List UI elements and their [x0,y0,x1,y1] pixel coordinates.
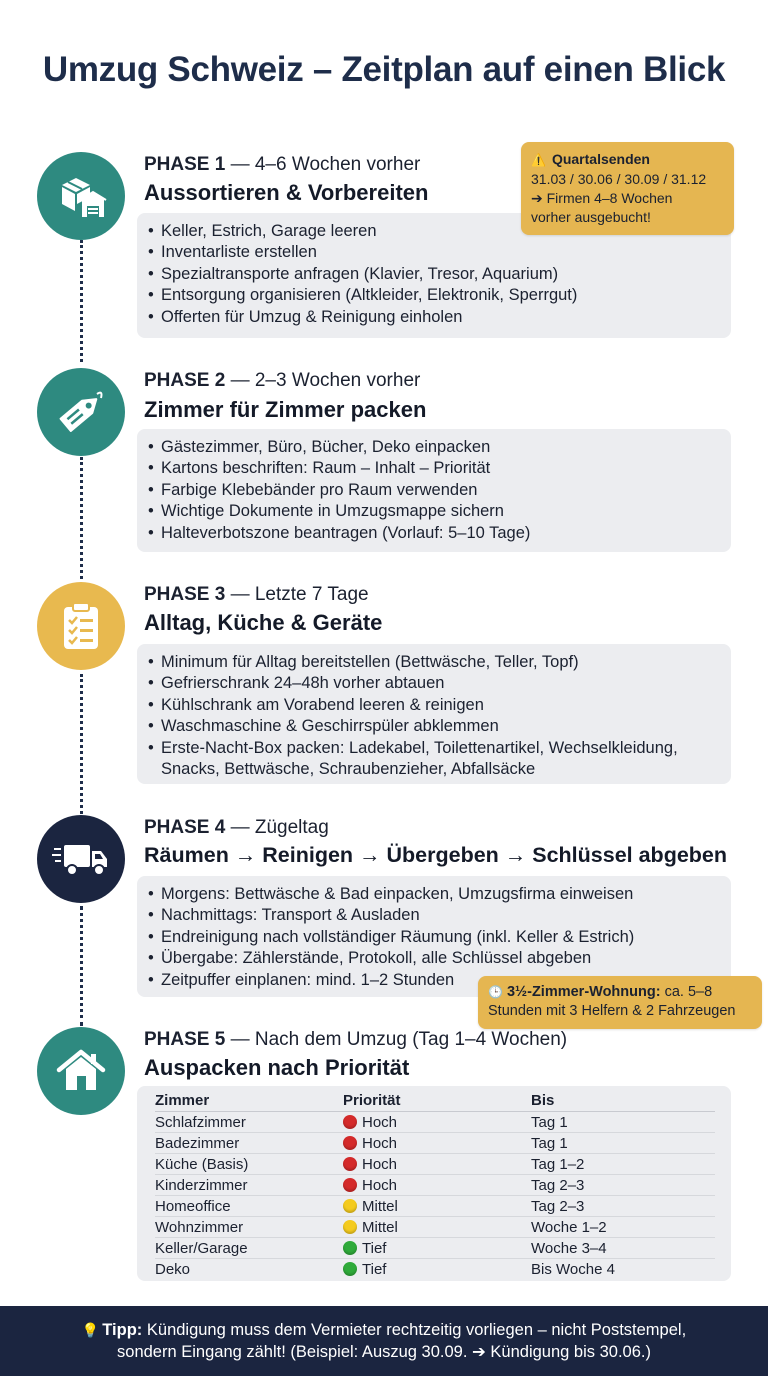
list-item: • Übergabe: Zählerstände, Protokoll, alle Schlüssel abgeben [161,948,719,969]
table-row [155,1133,715,1154]
table-row [155,1196,715,1217]
priority-label: Tief [362,1260,387,1278]
priority-high-dot-icon [343,1157,357,1171]
priority-label: Hoch [362,1155,398,1173]
phase-4-title: Räumen → Reinigen → Übergeben → Schlüssel abgeben [144,843,728,867]
priority-table [155,1092,715,1279]
room-cell: Deko [155,1260,191,1278]
until-cell: Tag 2–3 [531,1196,715,1217]
priority-label: Hoch [362,1113,398,1131]
room-cell: Wohnzimmer [155,1217,343,1238]
clock-icon: 🕒 [488,985,503,999]
list-item: • Halteverbotszone beantragen (Vorlauf: 5–10 Tage) [161,523,719,544]
list-item: • Farbige Klebebänder pro Raum verwenden [161,480,719,501]
priority-label: Hoch [362,1176,398,1194]
priority-medium-dot-icon [343,1220,357,1234]
phase-3-title: Alltag, Küche & Geräte [144,610,383,635]
moving-truck-icon [52,839,110,879]
list-item: • Endreinigung nach vollständiger Räumung (inkl. Keller & Estrich) [161,927,719,948]
phase-1-circle [37,152,125,240]
list-item: • Kühlschrank am Vorabend leeren & reinigen [161,695,719,716]
lightbulb-icon: 💡 [81,1322,100,1338]
room-cell: Küche (Basis) [155,1154,343,1175]
priority-label: Tief [362,1239,387,1257]
priority-label: Mittel [362,1197,398,1215]
until-cell: Tag 1 [531,1112,715,1133]
phase-3-heading: PHASE 3 — Letzte 7 Tage [144,584,369,605]
priority-medium-dot-icon [343,1199,357,1213]
phase-1-heading: PHASE 1 — 4–6 Wochen vorher [144,154,421,175]
list-item: • Morgens: Bettwäsche & Bad einpacken, Umzugsfirma einweisen [161,884,719,905]
priority-high-dot-icon [343,1115,357,1129]
timeline-connector [80,906,83,1026]
tag-label-icon [55,386,107,438]
phase-3-list [137,644,731,784]
room-cell: Homeoffice [155,1196,343,1217]
until-cell: Tag 2–3 [531,1175,715,1196]
until-cell: Tag 1–2 [531,1154,715,1175]
phase-2-circle [37,368,125,456]
quarter-end-warning-note: ⚠️ Quartalsenden 31.03 / 30.06 / 30.09 / 31.12 ➔ Firmen 4–8 Wochen vorher ausgebucht! [521,142,734,235]
timeline-connector [80,457,83,579]
list-item: • Inventarliste erstellen [161,242,719,263]
room-cell: Badezimmer [155,1133,343,1154]
timeline-connector [80,674,83,814]
clipboard-checklist-icon [58,601,104,651]
column-header-room: Zimmer [155,1092,343,1112]
warning-icon: ⚠️ [531,153,546,167]
list-item: • Waschmaschine & Geschirrspüler abklemmen [161,716,719,737]
house-icon [55,1048,107,1094]
phase-5-heading: PHASE 5 — Nach dem Umzug (Tag 1–4 Wochen) [144,1029,568,1050]
priority-low-dot-icon [343,1262,357,1276]
phase-4-circle [37,815,125,903]
room-cell: Keller/Garage [155,1238,343,1259]
room-cell: Kinderzimmer [155,1175,343,1196]
priority-cell [343,1259,531,1280]
priority-cell [343,1112,531,1133]
column-header-until: Bis [531,1092,715,1112]
list-item: • Keller, Estrich, Garage leeren [161,221,719,242]
phase-2-heading: PHASE 2 — 2–3 Wochen vorher [144,370,421,391]
priority-label: Mittel [362,1218,398,1236]
list-item: • Gästezimmer, Büro, Bücher, Deko einpacken [161,437,719,458]
priority-high-dot-icon [343,1136,357,1150]
list-item: • Nachmittags: Transport & Ausladen [161,905,719,926]
table-row [155,1217,715,1238]
until-cell: Woche 3–4 [531,1238,715,1259]
tip-footer: 💡 Tipp: Kündigung muss dem Vermieter rechtzeitig vorliegen – nicht Poststempel, sondern Eingang zählt! (Beispiel: Auszug 30.09. ➔ Kündigung bis 30.06.) [0,1306,768,1376]
page-title: Umzug Schweiz – Zeitplan auf einen Blick [42,50,726,89]
phase-5-circle [37,1027,125,1115]
list-item: • Offerten für Umzug & Reinigung einholen [161,307,719,328]
table-row [155,1259,715,1280]
priority-cell [343,1175,531,1196]
table-row [155,1154,715,1175]
list-item: • Entsorgung organisieren (Altkleider, Elektronik, Sperrgut) [161,285,719,306]
priority-cell [343,1133,531,1154]
table-row [155,1112,715,1133]
priority-cell [343,1196,531,1217]
until-cell: Tag 1 [531,1133,715,1154]
priority-low-dot-icon [343,1241,357,1255]
apartment-duration-note: 🕒 3½-Zimmer-Wohnung: ca. 5–8 Stunden mit 3 Helfern & 2 Fahrzeugen [478,976,762,1029]
room-cell: Schlafzimmer [155,1112,343,1133]
priority-cell [343,1217,531,1238]
priority-table-box [137,1086,731,1281]
priority-label: Hoch [362,1134,398,1152]
timeline-connector [80,240,83,362]
list-item: • Spezialtransporte anfragen (Klavier, Tresor, Aquarium) [161,264,719,285]
priority-cell [343,1238,531,1259]
table-row [155,1175,715,1196]
list-item: • Erste-Nacht-Box packen: Ladekabel, Toilettenartikel, Wechselkleidung, Snacks, Bettwäsche, Schraubenzieher, Abfallsäcke [161,738,719,781]
phase-2-title: Zimmer für Zimmer packen [144,397,427,422]
table-header-row [155,1092,715,1112]
until-cell: Woche 1–2 [531,1217,715,1238]
phase-1-title: Aussortieren & Vorbereiten [144,180,429,205]
until-cell: Bis Woche 4 [531,1260,615,1278]
list-item: • Gefrierschrank 24–48h vorher abtauen [161,673,719,694]
list-item: • Kartons beschriften: Raum – Inhalt – Priorität [161,458,719,479]
list-item: • Zeitpuffer einplanen: mind. 1–2 Stunden [161,970,719,991]
priority-high-dot-icon [343,1178,357,1192]
priority-cell [343,1154,531,1175]
boxes-warehouse-icon [54,169,108,223]
phase-3-circle [37,582,125,670]
phase-4-heading: PHASE 4 — Zügeltag [144,817,329,838]
list-item: • Wichtige Dokumente in Umzugsmappe sichern [161,501,719,522]
list-item: • Minimum für Alltag bereitstellen (Bettwäsche, Teller, Topf) [161,652,719,673]
column-header-priority: Priorität [343,1092,531,1112]
phase-2-list [137,429,731,552]
phase-5-title: Auspacken nach Priorität [144,1055,410,1080]
table-row [155,1238,715,1259]
